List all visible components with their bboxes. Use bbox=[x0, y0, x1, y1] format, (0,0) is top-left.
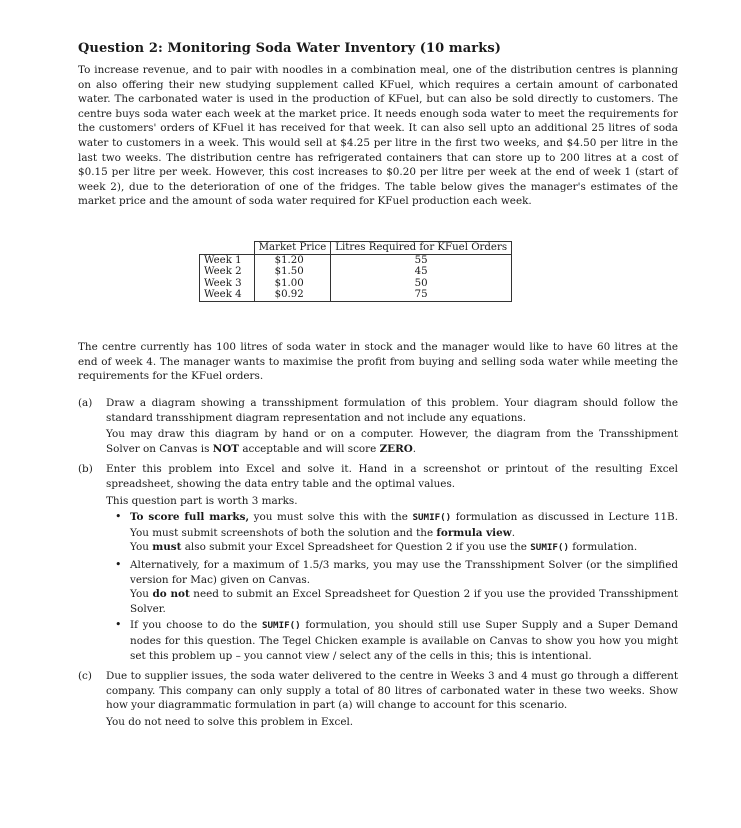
bullet-icon: • bbox=[115, 557, 122, 571]
row-label: Week 2 bbox=[200, 266, 255, 278]
part-c-note: You do not need to solve this problem in Excel. bbox=[106, 715, 354, 728]
question-parts bbox=[78, 396, 678, 735]
stock-text: The centre currently has 100 litres of soda water in stock and the manager would like to have 60 litres at the end of week 4. The manager wants to maximise the profit from buying and selling soda water while meeting the requirements for the KFuel orders. bbox=[78, 341, 678, 383]
part-a bbox=[78, 396, 678, 456]
litres-cell: 75 bbox=[331, 289, 512, 301]
intro-paragraph: To increase revenue, and to pair with noodles in a combination meal, one of the distribution centres is planning on also offering their new studying supplement called KFuel, which requires a certain amount of carbonated water. The carbonated water is used in the production of KFuel, but can also be sold directly to customers. The centre buys soda water each week at the market price. It needs enough soda water to meet the requirements for the customers' orders of KFuel it has received for that week. It can also sell upto an additional 25 litres of soda water to customers in a week. This would sell at $4.25 per litre in the first two weeks, and $4.50 per litre in the last two weeks. The distribution centre has refrigerated containers that can store up to 200 litres at a cost of $0.15 per litre per week. However, this cost increases to $0.20 per litre per week at the end of week 1 (start of week 2), due to the deterioration of one of the fridges. The table below gives the manager's estimates of the market price and the amount of soda water required for KFuel production each week. bbox=[78, 64, 678, 208]
table-corner-cell bbox=[200, 242, 255, 255]
part-b-marks: This question part is worth 3 marks. bbox=[106, 494, 298, 507]
row-label: Week 1 bbox=[200, 254, 255, 266]
part-c-label: (c) bbox=[78, 670, 92, 683]
col-header-market-price: Market Price bbox=[254, 242, 331, 255]
bullet-icon: • bbox=[115, 618, 122, 632]
table-row bbox=[200, 266, 512, 278]
estimates-table bbox=[199, 241, 512, 302]
part-c bbox=[78, 669, 678, 729]
part-b-label: (b) bbox=[78, 463, 93, 476]
market-price-cell: $1.50 bbox=[254, 266, 331, 278]
litres-cell: 50 bbox=[331, 278, 512, 290]
intro-text bbox=[78, 63, 678, 209]
row-label: Week 3 bbox=[200, 278, 255, 290]
code-sumif: SUMIF() bbox=[261, 620, 301, 632]
litres-cell: 45 bbox=[331, 266, 512, 278]
table-row bbox=[200, 289, 512, 301]
list-item: • Alternatively, for a maximum of 1.5/3 marks, you may use the Transshipment Solver (or the simplified version for Mac) given on Canvas. You do not need to submit an Excel Spreadsheet for Question 2 if you use the provided Transshipment Solver. bbox=[115, 557, 679, 615]
part-a-label: (a) bbox=[78, 397, 93, 409]
part-b-options bbox=[106, 510, 678, 663]
col-header-litres-required: Litres Required for KFuel Orders bbox=[331, 242, 512, 255]
market-price-cell: $1.20 bbox=[254, 254, 331, 266]
market-price-cell: $1.00 bbox=[254, 278, 331, 290]
part-a-instruction: Draw a diagram showing a transshipment formulation of this problem. Your diagram should follow the standard transshipment diagram representation and not include any equations. bbox=[106, 397, 678, 424]
part-a-note: You may draw this diagram by hand or on a computer. However, the diagram from the Transshipment Solver on Canvas is NOT acceptable and will score ZERO. bbox=[106, 428, 678, 455]
code-sumif: SUMIF() bbox=[412, 512, 452, 524]
row-label: Week 4 bbox=[200, 289, 255, 301]
not-emphasis: NOT bbox=[212, 442, 240, 455]
zero-emphasis: ZERO bbox=[379, 442, 413, 455]
table-row bbox=[200, 254, 512, 266]
list-item: • To score full marks, you must solve this with the SUMIF() formulation as discussed in Lecture 11B. You must submit screenshots of both the solution and the formula view. You must also submit your Excel Spreadsheet for Question 2 if you use the SUMIF() formulation. bbox=[115, 510, 679, 554]
bullet-icon: • bbox=[115, 510, 122, 524]
stock-paragraph bbox=[78, 340, 678, 384]
table-row bbox=[200, 278, 512, 290]
part-b-instruction: Enter this problem into Excel and solve it. Hand in a screenshot or printout of the resulting Excel spreadsheet, showing the data entry table and the optimal values. bbox=[106, 463, 678, 490]
part-c-instruction: Due to supplier issues, the soda water delivered to the centre in Weeks 3 and 4 must go through a different company. This company can only supply a total of 80 litres of carbonated water in these two weeks. Show how your diagrammatic formulation in part (a) will change to account for this scenario. bbox=[106, 670, 678, 712]
code-sumif: SUMIF() bbox=[530, 542, 569, 554]
litres-cell: 55 bbox=[331, 254, 512, 266]
part-b bbox=[78, 462, 678, 663]
list-item: • If you choose to do the SUMIF() formulation, you should still use Super Supply and a Super Demand nodes for this question. The Tegel Chicken example is available on Canvas to show you how you might set this problem up – you cannot view / select any of the cells in this; this is intentional. bbox=[115, 618, 678, 662]
question-heading: Question 2: Monitoring Soda Water Inventory (10 marks) bbox=[78, 41, 502, 56]
table-header-row bbox=[200, 242, 512, 255]
market-price-cell: $0.92 bbox=[254, 289, 331, 301]
